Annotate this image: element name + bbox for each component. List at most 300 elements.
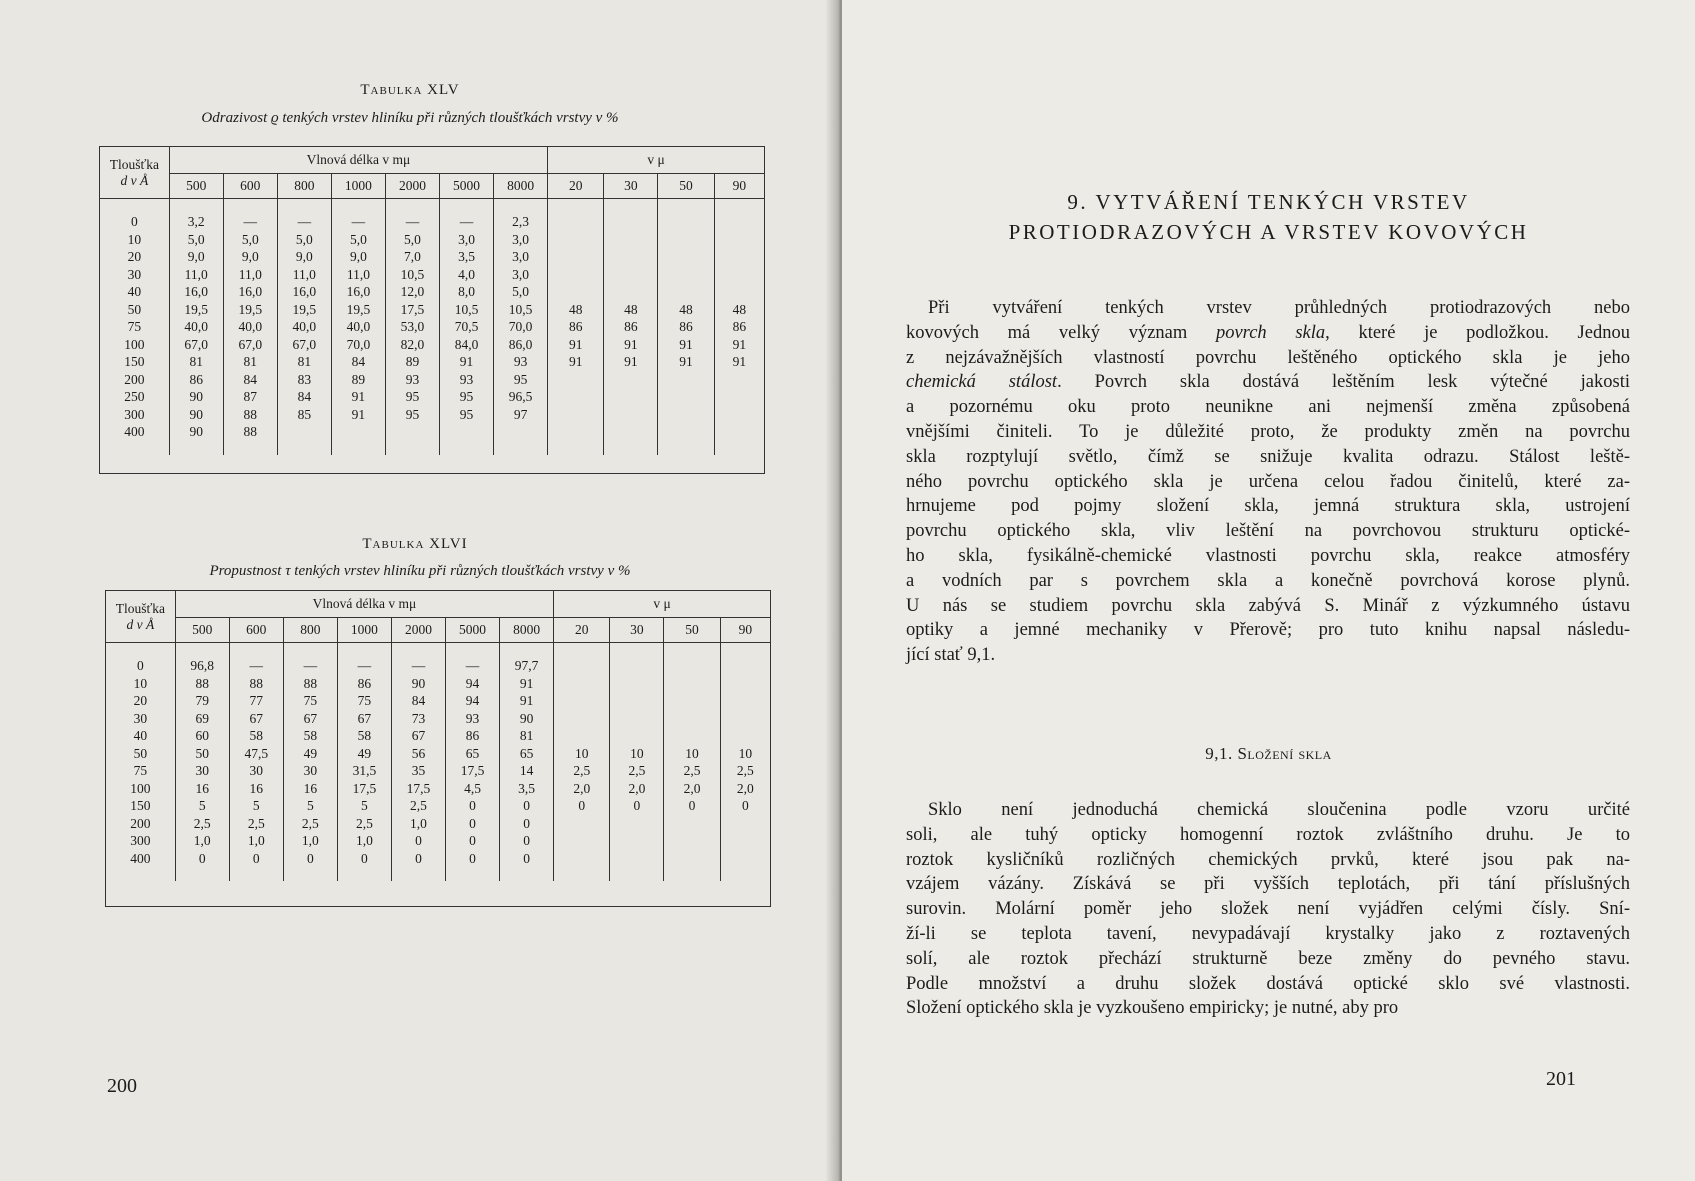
- table-xlvi-cell: 35: [391, 762, 445, 780]
- table-xlv-cell: 85: [277, 406, 331, 424]
- paragraph-glass-line: solí, ale roztok přechází strukturně beze změny do pevného stavu.: [906, 948, 1630, 969]
- table-xlvi-cell: 2,5: [736, 763, 754, 779]
- table-xlv-row: [100, 318, 764, 336]
- table-xlvi-cell: [610, 643, 664, 675]
- table-xlvi-cell: 1,0: [229, 832, 283, 850]
- table-xlv-subheader: 500: [169, 174, 223, 199]
- table-xlvi-cell: 2,0: [554, 780, 610, 798]
- table-xlv-cell: —: [331, 199, 385, 231]
- paragraph-intro-line: z nejzávažnějších vlastností povrchu leštěného optického skla je jeho: [906, 347, 1630, 368]
- table-xlvi-cell: 77: [229, 692, 283, 710]
- table-xlvi-cell: 16: [175, 780, 229, 798]
- table-xlvi-cell: [720, 675, 770, 693]
- table-xlv-cell: [440, 423, 494, 455]
- table-xlv-cell-thickness: 150: [100, 353, 169, 371]
- table-xlvi-cell: —: [283, 643, 337, 675]
- paragraph-intro-emphasis: povrch skla: [1215, 322, 1326, 343]
- table-xlv-cell: 97: [494, 406, 548, 424]
- table-xlvi-cell-thickness: 40: [106, 727, 175, 745]
- table-xlv-cell: [331, 423, 385, 455]
- paragraph-glass-line: Podle množství a druhu složek dostává optické sklo své vlastnosti.: [906, 973, 1630, 994]
- table-xlv-cell: 3,0: [440, 231, 494, 249]
- table-xlvi-cell: 0: [610, 797, 664, 815]
- table-xlv-row: [100, 266, 764, 284]
- table-xlv-cell: —: [223, 199, 277, 231]
- table-xlv-cell: [658, 423, 714, 455]
- table-xlvi-cell: 94: [446, 692, 500, 710]
- paragraph-glass-composition: [906, 798, 1630, 1021]
- table-xlvi-cell: —: [337, 643, 391, 675]
- table-xlvi-row: [106, 815, 770, 833]
- table-xlv-cell: 86: [548, 318, 604, 336]
- table-xlvi-cell: 16: [229, 780, 283, 798]
- table-xlv-cell: 10,5: [494, 301, 548, 319]
- right-page: [842, 0, 1695, 1181]
- table-xlv-cell: 19,5: [169, 301, 223, 319]
- table-xlv-cell-thickness: 75: [100, 318, 169, 336]
- table-xlv-cell: 84,0: [440, 336, 494, 354]
- table-xlvi-cell: 75: [283, 692, 337, 710]
- table-xlv-row: [100, 371, 764, 389]
- table-xlv-cell-thickness: 10: [100, 231, 169, 249]
- table-xlvi-cell-thickness: 0: [106, 643, 175, 675]
- table-xlv-cell: 4,0: [440, 266, 494, 284]
- table-xlv-cell: [548, 266, 604, 284]
- table-xlvi-cell: [664, 850, 720, 882]
- table-xlvi-cell: 0: [283, 850, 337, 882]
- table-xlv-cell: 19,5: [277, 301, 331, 319]
- table-xlv-cell: [658, 248, 714, 266]
- table-xlv-cell: 95: [385, 388, 439, 406]
- paragraph-intro-line: a vodních par s povrchem skla a konečně povrchová korose plynů.: [906, 570, 1630, 591]
- table-xlv-cell: 67,0: [223, 336, 277, 354]
- table-xlv-cell: [714, 248, 764, 266]
- paragraph-intro-line: hrnujeme pod pojmy složení skla, jemná struktura skla, ustrojení: [906, 496, 1630, 517]
- table-xlv-cell: [714, 199, 764, 231]
- table-xlv-cell: [385, 423, 439, 455]
- table-xlvi-cell: 4,5: [446, 780, 500, 798]
- table-xlv-cell: 90: [169, 388, 223, 406]
- table-xlvi-cell: 17,5: [446, 762, 500, 780]
- table-xlv-cell-thickness: 40: [100, 283, 169, 301]
- table-xlvi-cell: 17,5: [337, 780, 391, 798]
- table-xlvi-cell: 10: [554, 745, 610, 763]
- table-xlv-cell: 11,0: [223, 266, 277, 284]
- table-xlv-cell: 91: [548, 336, 604, 354]
- table-xlvi-cell: 79: [175, 692, 229, 710]
- paragraph-intro-line: povrchu optického skla, vliv leštění na povrchovou strukturu optické-: [906, 521, 1630, 542]
- paragraph-intro-line: chemická stálost. Povrch skla dostává leštěním lesk výtečné jakosti: [906, 372, 1630, 393]
- table-xlv-cell-thickness: 200: [100, 371, 169, 389]
- table-xlvi-cell: 49: [337, 745, 391, 763]
- table-xlv-subheader: 90: [714, 174, 764, 199]
- table-xlv-cell: [658, 371, 714, 389]
- table-xlv-cell: [658, 231, 714, 249]
- table-xlv-cell: 86: [169, 371, 223, 389]
- table-xlvi-cell: [664, 815, 720, 833]
- paragraph-intro-line: skla rozptylují světlo, čímž se snižuje kvalita odrazu. Stálost leště-: [906, 446, 1630, 467]
- table-xlv-cell: [714, 266, 764, 284]
- table-xlvi-cell: 86: [446, 727, 500, 745]
- paragraph-glass-line: ží-li se teplota tavení, nevypadávají krystalky jako z roztavených: [906, 923, 1630, 944]
- table-xlvi-cell: 91: [500, 692, 554, 710]
- table-xlv-cell: 91: [331, 406, 385, 424]
- table-xlv-cell: 3,0: [494, 266, 548, 284]
- table-xlvi-cell: [554, 727, 610, 745]
- table-xlvi-cell: 67: [229, 710, 283, 728]
- table-xlvi-cell: 1,0: [175, 832, 229, 850]
- table-xlv-cell: 91: [331, 388, 385, 406]
- table-xlvi-cell: 2,5: [610, 762, 664, 780]
- table-xlvi-row: [106, 745, 770, 763]
- table-xlvi-row: [106, 762, 770, 780]
- table-xlv-cell: 91: [548, 353, 604, 371]
- table-xlv-cell: 5,0: [331, 231, 385, 249]
- table-xlvi-cell: 0: [500, 815, 554, 833]
- table-xlv-cell: 48: [732, 301, 747, 317]
- table-xlv-row: [100, 248, 764, 266]
- table-xlvi-cell: [720, 710, 770, 728]
- table-xlv-cell: 91: [658, 336, 714, 354]
- table-xlv-cell: 83: [277, 371, 331, 389]
- table-xlvi-cell-thickness: 20: [106, 692, 175, 710]
- table-xlvi-cell: 1,0: [337, 832, 391, 850]
- chapter-title-line2: PROTIODRAZOVÝCH A VRSTEV KOVOVÝCH: [1008, 220, 1529, 244]
- table-xlv-cell: 95: [440, 406, 494, 424]
- table-xlv-cell: 90: [169, 406, 223, 424]
- table-xlvi-row: [106, 710, 770, 728]
- table-xlvi-cell: 0: [446, 797, 500, 815]
- table-xlv: [100, 147, 764, 455]
- table-xlvi-cell-thickness: 100: [106, 780, 175, 798]
- table-xlvi-cell-thickness: 400: [106, 850, 175, 882]
- table-xlv-cell: 86,0: [494, 336, 548, 354]
- table-xlvi-subheader: 30: [610, 618, 664, 643]
- table-xlvi-cell: 58: [229, 727, 283, 745]
- table-xlv-cell-thickness: 400: [100, 423, 169, 455]
- table-xlvi-cell: 0: [500, 832, 554, 850]
- table-xlv-cell: 16,0: [223, 283, 277, 301]
- table-xlvi-header-thickness-unit: d v Å: [126, 616, 155, 632]
- paragraph-intro-emphasis: chemická stálost: [906, 372, 1058, 393]
- table-xlv-cell: [548, 388, 604, 406]
- table-xlv-subheader: 2000: [385, 174, 439, 199]
- table-xlvi-cell: 0: [500, 850, 554, 882]
- table-xlvi-cell: [664, 692, 720, 710]
- paragraph-intro-line: ho skla, fysikálně-chemické vlastnosti povrchu skla, reakce atmosféry: [906, 545, 1630, 566]
- table-xlv-cell: 40,0: [331, 318, 385, 336]
- table-xlv-cell: —: [440, 199, 494, 231]
- paragraph-glass-line: Sklo není jednoduchá chemická sloučenina podle vzoru určité: [928, 800, 1630, 820]
- table-xlv-cell: [604, 248, 658, 266]
- table-xlv-cell: 91: [732, 354, 747, 370]
- table-xlv-cell-thickness: 250: [100, 388, 169, 406]
- table-xlv-cell: 9,0: [169, 248, 223, 266]
- table-xlv-row: [100, 406, 764, 424]
- table-xlvi-cell: [610, 692, 664, 710]
- table-xlvi-cell: 67: [283, 710, 337, 728]
- table-xlv-cell: 93: [440, 371, 494, 389]
- table-xlv-cell: 3,2: [169, 199, 223, 231]
- table-xlvi-cell: 2,5: [391, 797, 445, 815]
- table-xlv-cell: [714, 283, 764, 301]
- table-xlv-cell: 67,0: [277, 336, 331, 354]
- table-xlv-cell: [548, 423, 604, 455]
- table-xlvi-cell-thickness: 50: [106, 745, 175, 763]
- table-xlvi-cell-thickness: 10: [106, 675, 175, 693]
- table-xlv-cell: 70,0: [331, 336, 385, 354]
- table-xlv-cell: [277, 423, 331, 455]
- paragraph-intro: [906, 296, 1630, 668]
- table-xlvi-cell: 60: [175, 727, 229, 745]
- table-xlv-cell: [548, 199, 604, 231]
- table-xlv-cell: 40,0: [277, 318, 331, 336]
- table-xlv-cell: 8,0: [440, 283, 494, 301]
- table-xlvi-cell: 2,5: [554, 762, 610, 780]
- table-xlvi-cell: 67: [337, 710, 391, 728]
- table-xlv-subheader: 800: [277, 174, 331, 199]
- table-xlv-cell: [604, 388, 658, 406]
- table-xlv-cell: [548, 406, 604, 424]
- table-xlv-cell: 40,0: [169, 318, 223, 336]
- table-xlvi-cell: 88: [229, 675, 283, 693]
- table-xlvi-cell: 30: [229, 762, 283, 780]
- table-xlvi-cell: 0: [229, 850, 283, 882]
- table-xlvi-cell: 84: [391, 692, 445, 710]
- table-xlvi-cell: [664, 675, 720, 693]
- table-xlv-cell: 81: [277, 353, 331, 371]
- table-xlv-cell: [658, 388, 714, 406]
- table-xlv-cell: 53,0: [385, 318, 439, 336]
- paragraph-intro-line: a pozornému oku proto neunikne ani nejmenší změna způsobená: [906, 397, 1630, 418]
- table-xlv-cell: 11,0: [331, 266, 385, 284]
- table-xlv-cell: [714, 406, 764, 424]
- table-xlv-cell: 93: [494, 353, 548, 371]
- table-xlv-cell: 84: [331, 353, 385, 371]
- table-xlvi-subheader: 8000: [500, 618, 554, 643]
- table-xlv-cell-thickness: 30: [100, 266, 169, 284]
- table-xlvi-row: [106, 675, 770, 693]
- table-xlvi-cell: 96,8: [175, 643, 229, 675]
- table-xlvi-cell: —: [229, 643, 283, 675]
- chapter-title-line1: 9. VYTVÁŘENÍ TENKÝCH VRSTEV: [1067, 190, 1470, 214]
- table-xlvi-cell: [554, 832, 610, 850]
- table-xlv-cell: 96,5: [494, 388, 548, 406]
- table-xlvi-header-wavelength-mu: Vlnová délka v mμ: [175, 591, 553, 618]
- paragraph-intro-line: kovových má velký význam povrch skla, které je podložkou. Jednou: [906, 322, 1630, 343]
- table-xlv-cell: 91: [658, 353, 714, 371]
- table-xlvi-cell-thickness: 200: [106, 815, 175, 833]
- table-xlv-cell: [714, 423, 764, 455]
- table-xlvi: [106, 591, 770, 881]
- page-number-right: 201: [1546, 1068, 1576, 1090]
- table-xlvi-cell: [610, 815, 664, 833]
- table-xlvi-cell: [554, 850, 610, 882]
- table-xlvi-cell: 14: [500, 762, 554, 780]
- table-xlv-cell: [604, 423, 658, 455]
- table-xlv-label: Tabulka XLV: [360, 82, 460, 98]
- table-xlv-row: [100, 301, 764, 319]
- table-xlvi-cell: 5: [283, 797, 337, 815]
- table-xlvi-subheader: 20: [554, 618, 610, 643]
- table-xlvi-header-thickness: [106, 591, 175, 643]
- table-xlvi-row: [106, 797, 770, 815]
- table-xlvi-cell: —: [446, 643, 500, 675]
- table-xlvi-cell: [720, 850, 770, 882]
- table-xlv-cell-thickness: 20: [100, 248, 169, 266]
- table-xlvi-subheader: 90: [720, 618, 770, 643]
- table-xlv-cell: 91: [732, 336, 747, 352]
- table-xlv-cell: 5,0: [277, 231, 331, 249]
- table-xlvi-subheader: 800: [283, 618, 337, 643]
- table-xlvi-cell: 49: [283, 745, 337, 763]
- table-xlvi-cell: 1,0: [283, 832, 337, 850]
- table-xlv-cell: 12,0: [385, 283, 439, 301]
- table-xlv-cell: [714, 371, 764, 389]
- table-xlvi-cell: [720, 643, 770, 675]
- table-xlv-cell: 16,0: [169, 283, 223, 301]
- table-xlvi-cell: 5: [229, 797, 283, 815]
- table-xlv-cell: 5,0: [223, 231, 277, 249]
- table-xlvi-cell: 56: [391, 745, 445, 763]
- table-xlv-cell: 16,0: [331, 283, 385, 301]
- table-xlv-row: [100, 336, 764, 354]
- table-xlvi-cell: 0: [337, 850, 391, 882]
- table-xlv-cell: 11,0: [277, 266, 331, 284]
- table-xlvi-cell: [610, 710, 664, 728]
- table-xlvi-cell: 2,0: [736, 780, 754, 796]
- table-xlv-cell: 90: [169, 423, 223, 455]
- table-xlv-cell: 87: [223, 388, 277, 406]
- table-xlv-cell: [548, 283, 604, 301]
- table-xlv-cell: 3,0: [494, 231, 548, 249]
- paragraph-intro-line: ného povrchu optického skla je určena celou řadou činitelů, které za-: [906, 471, 1630, 492]
- table-xlvi-cell-thickness: 75: [106, 762, 175, 780]
- table-xlv-cell-thickness: 50: [100, 301, 169, 319]
- table-xlvi-cell: 88: [175, 675, 229, 693]
- table-xlvi-cell: 47,5: [229, 745, 283, 763]
- table-xlv-subheader: 1000: [331, 174, 385, 199]
- table-xlv-cell: 86: [732, 319, 747, 335]
- table-xlvi-cell: [610, 832, 664, 850]
- table-xlvi-row: [106, 850, 770, 882]
- table-xlv-cell: 9,0: [331, 248, 385, 266]
- table-xlvi-cell: 2,5: [283, 815, 337, 833]
- table-xlvi-cell: 0: [446, 815, 500, 833]
- table-xlvi-header-thickness-label: Tloušťka: [115, 600, 165, 616]
- table-xlvi-subheader: 500: [175, 618, 229, 643]
- paragraph-glass-line: roztok kysličníků rozličných chemických prvků, které jsou pak na-: [906, 849, 1630, 870]
- table-xlv-cell: 17,5: [385, 301, 439, 319]
- table-xlv-cell: 48: [658, 301, 714, 319]
- paragraph-glass-line: vzájem vázány. Získává se při vyšších teplotách, při tání příslušných: [906, 874, 1630, 895]
- table-xlvi-cell: 0: [391, 850, 445, 882]
- table-xlv-cell: [548, 231, 604, 249]
- table-xlv-cell: 5,0: [169, 231, 223, 249]
- table-xlvi-cell: 0: [446, 850, 500, 882]
- table-xlv-cell: 40,0: [223, 318, 277, 336]
- table-xlv-subheader: 30: [604, 174, 658, 199]
- table-xlv-subheader: 600: [223, 174, 277, 199]
- paragraph-glass-line: surovin. Molární poměr jeho složek není vyjádřen celými čísly. Sní-: [906, 899, 1630, 920]
- table-xlv-cell: 93: [385, 371, 439, 389]
- table-xlv-cell: [714, 388, 764, 406]
- table-xlvi-cell: 10: [738, 745, 753, 761]
- table-xlv-row: [100, 353, 764, 371]
- table-xlv-cell: 9,0: [223, 248, 277, 266]
- table-xlv-cell: 91: [604, 353, 658, 371]
- table-xlv-cell: 11,0: [169, 266, 223, 284]
- paragraph-glass-line: Složení optického skla je vyzkoušeno empiricky; je nutné, aby pro: [906, 998, 1399, 1019]
- table-xlvi-caption: Propustnost τ tenkých vrstev hliníku při různých tloušťkách vrstvy v %: [209, 563, 631, 579]
- table-xlv-caption: Odrazivost ϱ tenkých vrstev hliníku při různých tloušťkách vrstvy v %: [201, 110, 619, 126]
- table-xlv-cell: [604, 371, 658, 389]
- table-xlvi-cell: 17,5: [391, 780, 445, 798]
- table-xlvi-row: [106, 832, 770, 850]
- table-xlvi-cell: 50: [175, 745, 229, 763]
- table-xlv-cell: 84: [223, 371, 277, 389]
- table-xlvi-cell: 65: [500, 745, 554, 763]
- table-xlvi-subheader: 1000: [337, 618, 391, 643]
- table-xlv-cell: 86: [658, 318, 714, 336]
- paragraph-glass-line: soli, ale tuhý opticky homogenní roztok zvláštního druhu. Je to: [906, 824, 1630, 845]
- table-xlvi-cell: 16: [283, 780, 337, 798]
- table-xlvi-cell: 65: [446, 745, 500, 763]
- table-xlv-cell: 2,3: [494, 199, 548, 231]
- paragraph-intro-line: Při vytváření tenkých vrstev průhledných protiodrazových nebo: [928, 298, 1630, 318]
- table-xlvi-cell: 30: [283, 762, 337, 780]
- table-xlvi-cell-thickness: 150: [106, 797, 175, 815]
- table-xlv-cell: [548, 248, 604, 266]
- paragraph-intro-line: jící stať 9,1.: [906, 645, 996, 666]
- table-xlv-cell: 70,5: [440, 318, 494, 336]
- table-xlv-cell: 67,0: [169, 336, 223, 354]
- table-xlvi-label: Tabulka XLVI: [362, 536, 468, 552]
- table-xlv-cell: 81: [169, 353, 223, 371]
- table-xlvi-cell: 88: [283, 675, 337, 693]
- table-xlv-row: [100, 231, 764, 249]
- table-xlvi-cell: 30: [175, 762, 229, 780]
- table-xlvi-cell-thickness: 30: [106, 710, 175, 728]
- table-xlv-cell: 84: [277, 388, 331, 406]
- table-xlv-cell: 3,5: [440, 248, 494, 266]
- table-xlv-header-wavelength-mu: Vlnová délka v mμ: [169, 147, 547, 174]
- table-xlvi-cell: 5: [337, 797, 391, 815]
- table-xlv-cell: 16,0: [277, 283, 331, 301]
- table-xlv-cell: 86: [604, 318, 658, 336]
- table-xlvi-cell: 0: [741, 798, 749, 814]
- table-xlv-subheader: 5000: [440, 174, 494, 199]
- table-xlvi-cell: [664, 832, 720, 850]
- table-xlv-cell: 95: [385, 406, 439, 424]
- table-xlvi-subheader: 50: [664, 618, 720, 643]
- table-xlvi-cell: 81: [500, 727, 554, 745]
- table-xlvi-subheader: 600: [229, 618, 283, 643]
- table-xlvi-cell: 0: [391, 832, 445, 850]
- table-xlvi-cell: [720, 815, 770, 833]
- table-xlvi-cell: 93: [446, 710, 500, 728]
- table-xlvi-cell: 67: [391, 727, 445, 745]
- table-xlvi-cell: [720, 692, 770, 710]
- table-xlvi-cell: 10: [664, 745, 720, 763]
- table-xlvi-cell: 2,0: [664, 780, 720, 798]
- table-xlv-cell: [604, 406, 658, 424]
- table-xlvi-cell: 91: [500, 675, 554, 693]
- table-xlvi-cell: 2,5: [337, 815, 391, 833]
- table-xlvi-cell: [554, 815, 610, 833]
- table-xlvi-cell: 90: [500, 710, 554, 728]
- table-xlv-cell: 48: [604, 301, 658, 319]
